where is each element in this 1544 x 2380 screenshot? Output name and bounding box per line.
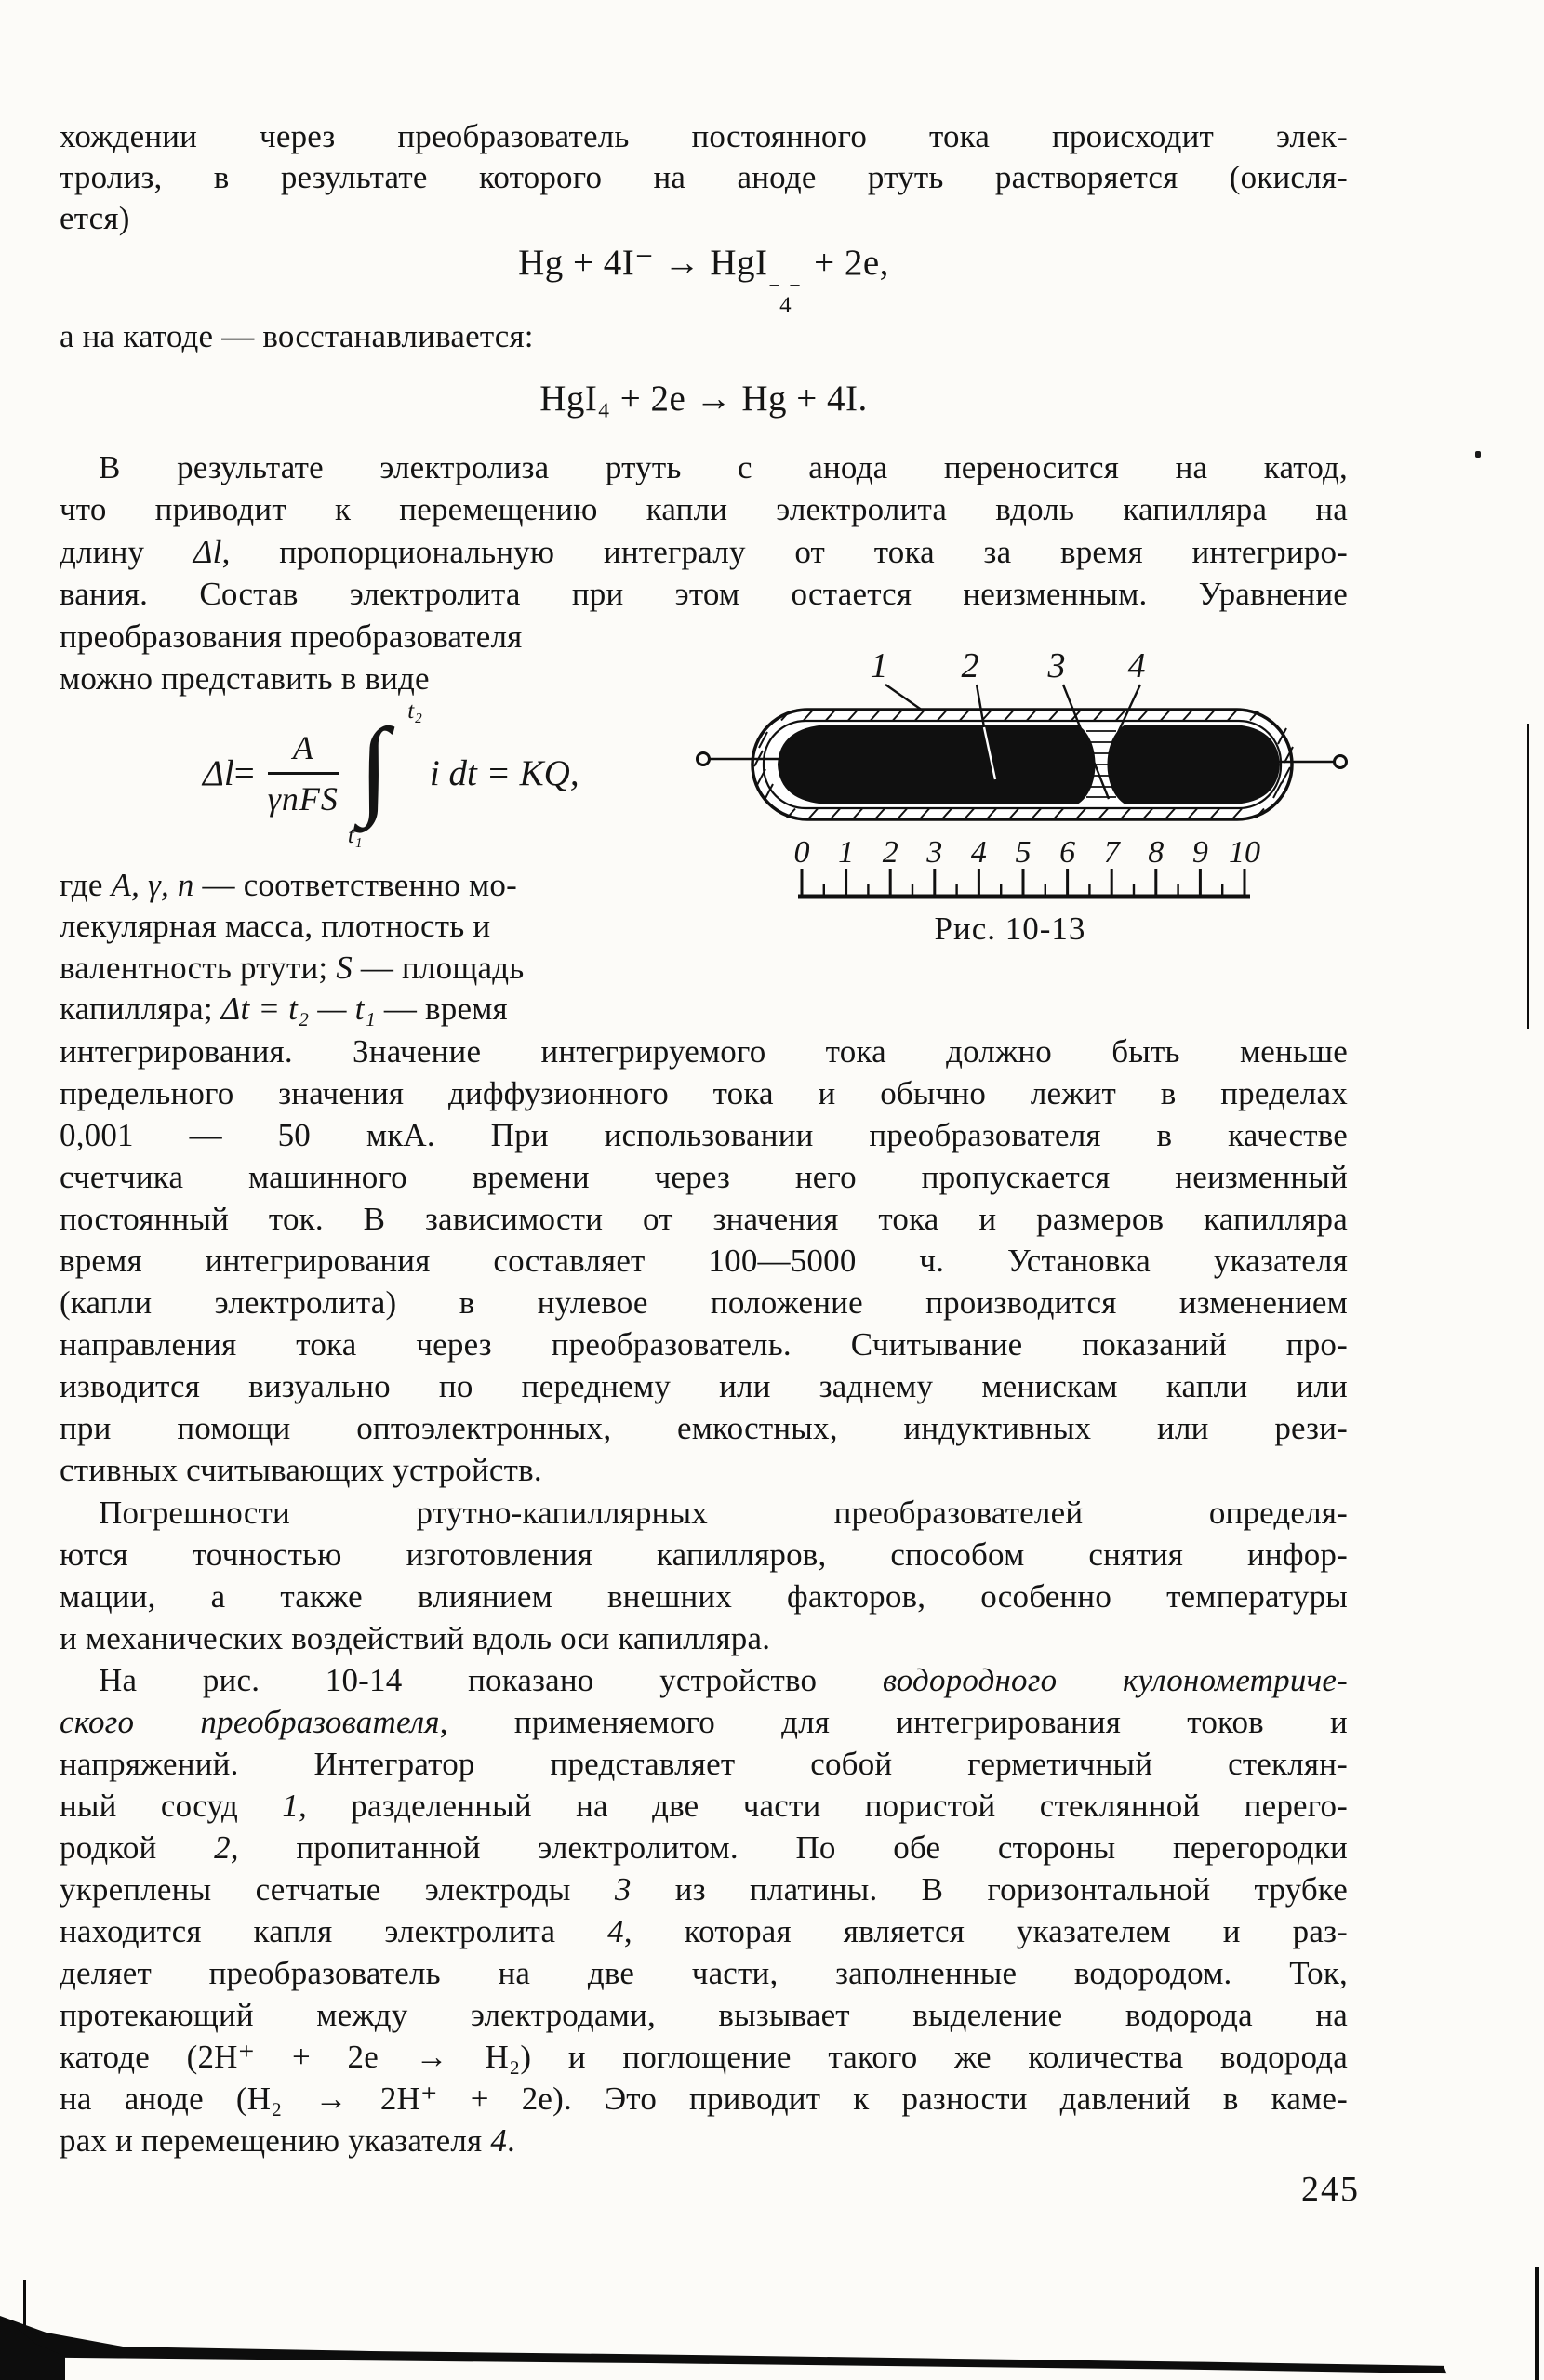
text-line [60,1365,1348,1407]
text-run: постоянный ток. В зависимости от значения тока и размеров капилляра [60,1201,1348,1238]
text-run: что приводит к перемещению капли электролита вдоль капилляра на [60,491,1348,528]
text-run: тролиз, в результате которого на аноде ртуть растворяется (окисля- [60,159,1348,195]
text-run: рах и перемещению указателя [60,2122,491,2160]
scale-number-10: 10 [1229,835,1260,870]
text-line [60,1072,1348,1114]
scan-artifact-right-edge [1535,2267,1539,2380]
text-run: хождении через преобразователь постоянного тока происходит элек- [60,118,1348,154]
text-run: В результате электролиза ртуть с анода переносится на катод, [99,449,1348,485]
text-run: 4 [490,2122,508,2160]
capillary-diagram [688,640,1349,961]
text-run: направления тока через преобразователь. Считывание показаний про- [60,1326,1348,1363]
text-run: ского преобразователя [60,1703,440,1740]
text-run: валентность ртути; [60,949,337,986]
text-run: из платины. В горизонтальной трубке [631,1870,1349,1908]
integral-formula [203,696,579,850]
text-line [60,1868,1348,1910]
scale-number-4: 4 [970,835,987,870]
scale-number-8: 8 [1148,835,1165,870]
text-line [60,1030,1348,1072]
scale-number-2: 2 [882,835,898,870]
figure-10-13 [688,640,1349,961]
text-run: укреплены сетчатые электроды [60,1870,615,1908]
text-run: лекулярная масса, плотность и [60,908,491,945]
text-line [60,1156,1348,1198]
eq1-subsup: − − 4 [768,273,803,318]
text-run: Погрешности ртутно-капиллярных преобразователей определя- [99,1494,1348,1531]
text-line [60,1240,1348,1282]
part-label-1: 1 [870,646,888,685]
figure-caption: Рис. 10-13 [934,911,1086,947]
formula-fraction: $\frac{A}{\text{γnFS}}$ [267,728,339,818]
text-run: 1 [282,1787,299,1824]
text-line [60,531,1348,573]
text-run: длину [60,533,193,570]
text-run: S [336,949,353,986]
text-line [60,2120,1348,2161]
text-line [60,1407,1348,1449]
scale-number-3: 3 [926,835,943,870]
text-line [60,906,497,947]
text-run: . [507,2122,515,2160]
text-line [60,865,517,906]
formula-equals: = [233,752,255,793]
text-line [60,116,1348,157]
text-line [60,1492,1348,1534]
text-run: , пропорциональную интегралу от тока за время интегриро- [221,533,1348,570]
text-run: изводится визуально по переднему или заднему менискам капли или [60,1368,1348,1405]
text-run: капилляра; [60,990,221,1027]
text-line [60,198,1348,239]
text-block-main [60,1030,1348,2161]
text-run: — площадь [352,949,525,986]
text-run: предельного значения диффузионного тока и обычно лежит в пределах [60,1075,1348,1112]
equation-anode [60,242,1348,317]
text-run: интегрирования. Значение интегрируемого тока должно быть меньше [60,1033,1348,1070]
part-label-4: 4 [1127,646,1146,685]
scan-artifact-right-hairline [1527,724,1529,1029]
mercury-left [778,725,1096,804]
scale-number-5: 5 [1015,835,1032,870]
eq2-text: HgI₄ + 2e → Hg + 4I. [539,379,868,419]
text-run: находится капля электролита [60,1912,608,1949]
text-line [60,446,1348,488]
text-line [60,1534,1348,1576]
text-run: на аноде (H₂ → 2H⁺ + 2e). Это приводит к разности давлений в каме- [60,2081,1348,2118]
formula-lhs: Δl [203,752,234,793]
text-line [60,157,1348,198]
text-run: деляет преобразователь на две части, заполненные водородом. Ток, [60,1955,1348,1992]
text-run: 2 [214,1828,231,1866]
left-terminal [698,753,710,765]
formula-rhs: i dt = KQ, [429,752,579,793]
text-run: A, γ, n [111,867,194,903]
scale-number-6: 6 [1059,835,1076,870]
text-run: и механических воздействий вдоль оси капилляра. [60,1619,771,1656]
text-run: 4 [607,1912,624,1949]
text-line [60,1743,1348,1785]
mercury-right [1108,725,1281,804]
integral-sign: ∫ [358,706,390,828]
text-line [60,1785,1348,1827]
eq1-pre: Hg + 4I⁻ → HgI [518,243,768,283]
text-line [60,573,1348,615]
text-run: Δl [193,533,222,570]
text-run: ется) [60,200,130,236]
page-number: 245 [1301,2170,1360,2209]
part-label-2: 2 [961,646,979,685]
scale-number-1: 1 [838,835,855,870]
text-block-p1 [60,116,1348,239]
text-line [60,1827,1348,1868]
text-run: стивных считывающих устройств. [60,1452,542,1489]
text-run: протекающий между электродами, вызывает выделение водорода на [60,1997,1348,2034]
text-run: 3 [614,1870,632,1908]
measurement-scale [794,835,1261,897]
text-run: — соответственно мо- [193,867,517,903]
text-line [60,488,1348,530]
scale-number-0: 0 [793,835,810,870]
text-run: время интегрирования составляет 100—5000 ч. Установка указателя [60,1243,1348,1280]
text-block-gde [60,865,525,1030]
text-run: при помощи оптоэлектронных, емкостных, индуктивных или рези- [60,1410,1348,1447]
text-run: преобразования преобразователя [60,618,523,655]
part-label-3: 3 [1047,646,1066,685]
text-run: , которая является указателем и раз- [623,1912,1348,1949]
text-run: а на катоде — восстанавливается: [60,318,534,354]
text-run: можно представить в виде [60,660,430,697]
text-run: счетчика машинного времени через него пропускается неизменный [60,1159,1348,1196]
text-line [60,1952,1348,1994]
equation-cathode [60,378,1348,419]
text-run: ются точностью изготовления капилляров, способом снятия инфор- [60,1536,1348,1573]
text-run: ный сосуд [60,1787,283,1824]
text-run: вания. Состав электролита при этом остается неизменным. Уравнение [60,576,1348,613]
text-line [60,1198,1348,1240]
text-block-kat [60,316,1348,357]
text-line [60,989,508,1030]
text-run: , разделенный на две части пористой стеклянной перего- [299,1787,1349,1824]
text-run: Δt = t₂ — t₁ [220,990,376,1027]
text-line [60,1576,1348,1617]
scan-artifact-bottom-band [0,2316,1544,2380]
text-run: — время [375,990,508,1027]
text-run: , применяемого для интегрирования токов и [439,1703,1348,1740]
text-line [60,2036,1348,2078]
text-line [60,1701,1348,1743]
right-terminal [1335,756,1347,768]
text-line [60,1994,1348,2036]
text-line [60,658,497,699]
text-line [60,616,523,658]
eq1-post: + 2e, [804,243,889,283]
text-run: 0,001 — 50 мкА. При использовании преобразователя в качестве [60,1117,1348,1154]
text-run: , пропитанной электролитом. По обе стороны перегородки [230,1828,1348,1866]
part-labels [871,646,1146,685]
text-line [60,1449,1348,1491]
text-line [60,1659,1348,1701]
scan-artifact-speck [1475,451,1481,458]
text-run: напряжений. Интегратор представляет собой герметичный стеклян- [60,1745,1348,1782]
text-run: мации, а также влиянием внешних факторов, особенно температуры [60,1577,1348,1615]
text-block-p2 [60,446,1348,616]
text-run: водородного кулонометриче- [882,1661,1348,1698]
text-run: катоде (2H⁺ + 2e → H₂) и поглощение такого же количества водорода [60,2039,1348,2076]
text-block-short [60,616,523,699]
text-run: На рис. 10-14 показано устройство [99,1661,883,1698]
text-line [60,1323,1348,1365]
text-run: (капли электролита) в нулевое положение производится изменением [60,1284,1348,1322]
text-line [60,316,1348,357]
text-line [60,948,525,989]
integral-sign-wrap: t₂ ∫ t₁ [347,698,422,848]
text-line [60,1617,1348,1659]
text-line [60,1910,1348,1952]
scale-number-7: 7 [1103,835,1120,870]
text-line [60,1114,1348,1156]
scale-number-9: 9 [1191,835,1208,870]
text-line [60,2078,1348,2120]
text-run: где [60,867,112,903]
text-run: родкой [60,1828,215,1866]
text-line [60,1282,1348,1323]
